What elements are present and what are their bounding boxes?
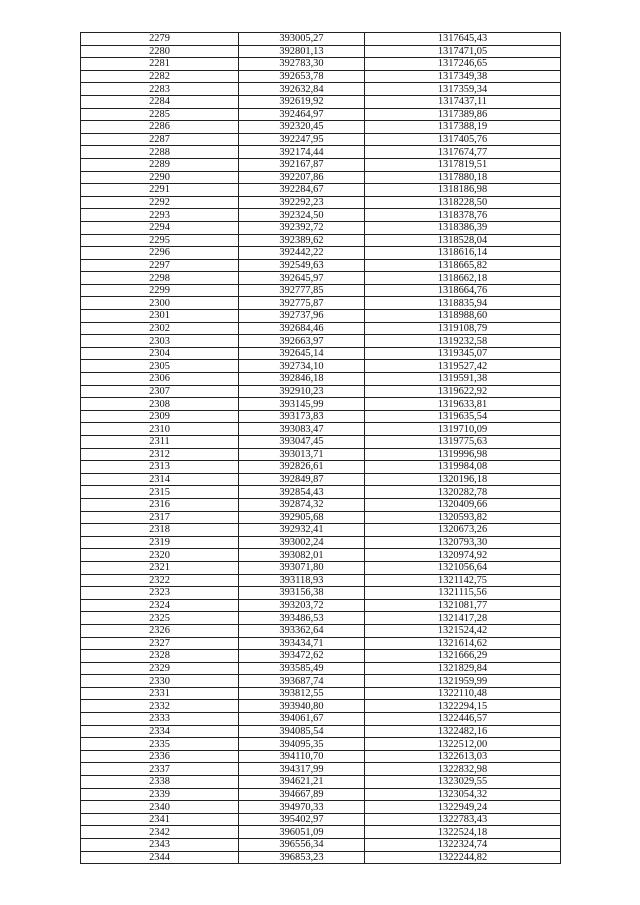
- x-coordinate-cell: 393145,99: [239, 398, 365, 411]
- point-number-cell: 2294: [81, 221, 239, 234]
- table-row: [81, 549, 561, 562]
- point-number-cell: 2292: [81, 196, 239, 209]
- x-coordinate-cell: 392320,45: [239, 121, 365, 134]
- point-number-cell: 2299: [81, 284, 239, 297]
- y-coordinate-cell: 1322244,82: [365, 851, 561, 864]
- x-coordinate-cell: 393082,01: [239, 549, 365, 562]
- table-row: [81, 310, 561, 323]
- table-row: [81, 398, 561, 411]
- table-row: [81, 158, 561, 171]
- table-row: [81, 713, 561, 726]
- table-row: [81, 184, 561, 197]
- y-coordinate-cell: 1320793,30: [365, 536, 561, 549]
- point-number-cell: 2281: [81, 58, 239, 71]
- x-coordinate-cell: 394970,33: [239, 801, 365, 814]
- coordinate-table: [80, 32, 561, 864]
- point-number-cell: 2284: [81, 95, 239, 108]
- point-number-cell: 2334: [81, 725, 239, 738]
- point-number-cell: 2338: [81, 776, 239, 789]
- table-row: [81, 70, 561, 83]
- y-coordinate-cell: 1319108,79: [365, 322, 561, 335]
- point-number-cell: 2296: [81, 247, 239, 260]
- table-row: [81, 587, 561, 600]
- table-row: [81, 259, 561, 272]
- y-coordinate-cell: 1317437,11: [365, 95, 561, 108]
- x-coordinate-cell: 393013,71: [239, 448, 365, 461]
- x-coordinate-cell: 392801,13: [239, 45, 365, 58]
- table-row: [81, 247, 561, 260]
- x-coordinate-cell: 395402,97: [239, 813, 365, 826]
- x-coordinate-cell: 392645,14: [239, 347, 365, 360]
- point-number-cell: 2307: [81, 385, 239, 398]
- y-coordinate-cell: 1318665,82: [365, 259, 561, 272]
- table-row: [81, 839, 561, 852]
- table-row: [81, 322, 561, 335]
- point-number-cell: 2329: [81, 662, 239, 675]
- table-row: [81, 750, 561, 763]
- y-coordinate-cell: 1322110,48: [365, 687, 561, 700]
- point-number-cell: 2283: [81, 83, 239, 96]
- table-row: [81, 373, 561, 386]
- table-row: [81, 171, 561, 184]
- y-coordinate-cell: 1319710,09: [365, 423, 561, 436]
- y-coordinate-cell: 1318664,76: [365, 284, 561, 297]
- table-row: [81, 498, 561, 511]
- y-coordinate-cell: 1318186,98: [365, 184, 561, 197]
- y-coordinate-cell: 1321829,84: [365, 662, 561, 675]
- x-coordinate-cell: 396556,34: [239, 839, 365, 852]
- y-coordinate-cell: 1320196,18: [365, 473, 561, 486]
- table-row: [81, 801, 561, 814]
- y-coordinate-cell: 1318378,76: [365, 209, 561, 222]
- x-coordinate-cell: 392324,50: [239, 209, 365, 222]
- y-coordinate-cell: 1322524,18: [365, 826, 561, 839]
- point-number-cell: 2328: [81, 650, 239, 663]
- y-coordinate-cell: 1317388,19: [365, 121, 561, 134]
- point-number-cell: 2342: [81, 826, 239, 839]
- table-row: [81, 662, 561, 675]
- x-coordinate-cell: 392777,85: [239, 284, 365, 297]
- y-coordinate-cell: 1322294,15: [365, 700, 561, 713]
- point-number-cell: 2319: [81, 536, 239, 549]
- y-coordinate-cell: 1317349,38: [365, 70, 561, 83]
- y-coordinate-cell: 1317246,65: [365, 58, 561, 71]
- x-coordinate-cell: 392854,43: [239, 486, 365, 499]
- point-number-cell: 2312: [81, 448, 239, 461]
- x-coordinate-cell: 392389,62: [239, 234, 365, 247]
- x-coordinate-cell: 394667,89: [239, 788, 365, 801]
- table-row: [81, 599, 561, 612]
- y-coordinate-cell: 1321081,77: [365, 599, 561, 612]
- point-number-cell: 2295: [81, 234, 239, 247]
- table-row: [81, 637, 561, 650]
- x-coordinate-cell: 392174,44: [239, 146, 365, 159]
- point-number-cell: 2300: [81, 297, 239, 310]
- point-number-cell: 2344: [81, 851, 239, 864]
- point-number-cell: 2306: [81, 373, 239, 386]
- point-number-cell: 2330: [81, 675, 239, 688]
- x-coordinate-cell: 392645,97: [239, 272, 365, 285]
- y-coordinate-cell: 1319984,08: [365, 461, 561, 474]
- x-coordinate-cell: 393486,53: [239, 612, 365, 625]
- y-coordinate-cell: 1317819,51: [365, 158, 561, 171]
- x-coordinate-cell: 392874,32: [239, 498, 365, 511]
- y-coordinate-cell: 1319633,81: [365, 398, 561, 411]
- x-coordinate-cell: 394061,67: [239, 713, 365, 726]
- table-row: [81, 473, 561, 486]
- x-coordinate-cell: 393940,80: [239, 700, 365, 713]
- table-row: [81, 851, 561, 864]
- table-row: [81, 826, 561, 839]
- table-row: [81, 234, 561, 247]
- point-number-cell: 2318: [81, 524, 239, 537]
- point-number-cell: 2335: [81, 738, 239, 751]
- y-coordinate-cell: 1322324,74: [365, 839, 561, 852]
- point-number-cell: 2289: [81, 158, 239, 171]
- table-row: [81, 209, 561, 222]
- point-number-cell: 2298: [81, 272, 239, 285]
- table-row: [81, 561, 561, 574]
- table-row: [81, 788, 561, 801]
- x-coordinate-cell: 396853,23: [239, 851, 365, 864]
- point-number-cell: 2331: [81, 687, 239, 700]
- y-coordinate-cell: 1322446,57: [365, 713, 561, 726]
- x-coordinate-cell: 393472,62: [239, 650, 365, 663]
- x-coordinate-cell: 392653,78: [239, 70, 365, 83]
- y-coordinate-cell: 1318835,94: [365, 297, 561, 310]
- table-row: [81, 763, 561, 776]
- y-coordinate-cell: 1318528,04: [365, 234, 561, 247]
- y-coordinate-cell: 1320974,92: [365, 549, 561, 562]
- x-coordinate-cell: 393173,83: [239, 410, 365, 423]
- y-coordinate-cell: 1317359,34: [365, 83, 561, 96]
- y-coordinate-cell: 1322832,98: [365, 763, 561, 776]
- point-number-cell: 2291: [81, 184, 239, 197]
- point-number-cell: 2282: [81, 70, 239, 83]
- y-coordinate-cell: 1317880,18: [365, 171, 561, 184]
- x-coordinate-cell: 392663,97: [239, 335, 365, 348]
- point-number-cell: 2324: [81, 599, 239, 612]
- y-coordinate-cell: 1321142,75: [365, 574, 561, 587]
- point-number-cell: 2321: [81, 561, 239, 574]
- table-row: [81, 813, 561, 826]
- table-row: [81, 196, 561, 209]
- y-coordinate-cell: 1322482,16: [365, 725, 561, 738]
- point-number-cell: 2317: [81, 511, 239, 524]
- point-number-cell: 2333: [81, 713, 239, 726]
- table-row: [81, 511, 561, 524]
- point-number-cell: 2304: [81, 347, 239, 360]
- table-row: [81, 221, 561, 234]
- point-number-cell: 2313: [81, 461, 239, 474]
- point-number-cell: 2325: [81, 612, 239, 625]
- table-row: [81, 624, 561, 637]
- y-coordinate-cell: 1318228,50: [365, 196, 561, 209]
- x-coordinate-cell: 393083,47: [239, 423, 365, 436]
- x-coordinate-cell: 392392,72: [239, 221, 365, 234]
- x-coordinate-cell: 392207,86: [239, 171, 365, 184]
- y-coordinate-cell: 1318988,60: [365, 310, 561, 323]
- y-coordinate-cell: 1318616,14: [365, 247, 561, 260]
- y-coordinate-cell: 1317471,05: [365, 45, 561, 58]
- table-row: [81, 95, 561, 108]
- x-coordinate-cell: 394621,21: [239, 776, 365, 789]
- x-coordinate-cell: 392734,10: [239, 360, 365, 373]
- table-row: [81, 436, 561, 449]
- table-row: [81, 612, 561, 625]
- y-coordinate-cell: 1319996,98: [365, 448, 561, 461]
- x-coordinate-cell: 392684,46: [239, 322, 365, 335]
- y-coordinate-cell: 1321959,99: [365, 675, 561, 688]
- table-row: [81, 675, 561, 688]
- x-coordinate-cell: 393812,55: [239, 687, 365, 700]
- point-number-cell: 2305: [81, 360, 239, 373]
- point-number-cell: 2314: [81, 473, 239, 486]
- point-number-cell: 2286: [81, 121, 239, 134]
- x-coordinate-cell: 394095,35: [239, 738, 365, 751]
- point-number-cell: 2339: [81, 788, 239, 801]
- y-coordinate-cell: 1322949,24: [365, 801, 561, 814]
- point-number-cell: 2297: [81, 259, 239, 272]
- y-coordinate-cell: 1319527,42: [365, 360, 561, 373]
- point-number-cell: 2340: [81, 801, 239, 814]
- x-coordinate-cell: 394317,99: [239, 763, 365, 776]
- x-coordinate-cell: 392910,23: [239, 385, 365, 398]
- point-number-cell: 2336: [81, 750, 239, 763]
- x-coordinate-cell: 393047,45: [239, 436, 365, 449]
- y-coordinate-cell: 1322512,00: [365, 738, 561, 751]
- x-coordinate-cell: 392632,84: [239, 83, 365, 96]
- table-row: [81, 574, 561, 587]
- table-row: [81, 687, 561, 700]
- x-coordinate-cell: 393203,72: [239, 599, 365, 612]
- table-row: [81, 335, 561, 348]
- coordinate-table-body: [81, 33, 561, 864]
- point-number-cell: 2310: [81, 423, 239, 436]
- table-row: [81, 45, 561, 58]
- y-coordinate-cell: 1321056,64: [365, 561, 561, 574]
- point-number-cell: 2309: [81, 410, 239, 423]
- x-coordinate-cell: 392247,95: [239, 133, 365, 146]
- point-number-cell: 2322: [81, 574, 239, 587]
- y-coordinate-cell: 1323029,55: [365, 776, 561, 789]
- y-coordinate-cell: 1320593,82: [365, 511, 561, 524]
- table-row: [81, 650, 561, 663]
- point-number-cell: 2327: [81, 637, 239, 650]
- table-row: [81, 776, 561, 789]
- x-coordinate-cell: 394110,70: [239, 750, 365, 763]
- table-row: [81, 410, 561, 423]
- table-row: [81, 58, 561, 71]
- point-number-cell: 2301: [81, 310, 239, 323]
- table-row: [81, 536, 561, 549]
- table-row: [81, 347, 561, 360]
- table-row: [81, 146, 561, 159]
- x-coordinate-cell: 393002,24: [239, 536, 365, 549]
- x-coordinate-cell: 392905,68: [239, 511, 365, 524]
- point-number-cell: 2285: [81, 108, 239, 121]
- y-coordinate-cell: 1321614,62: [365, 637, 561, 650]
- point-number-cell: 2288: [81, 146, 239, 159]
- y-coordinate-cell: 1319232,58: [365, 335, 561, 348]
- point-number-cell: 2311: [81, 436, 239, 449]
- y-coordinate-cell: 1321666,29: [365, 650, 561, 663]
- table-row: [81, 108, 561, 121]
- y-coordinate-cell: 1320282,78: [365, 486, 561, 499]
- x-coordinate-cell: 392737,96: [239, 310, 365, 323]
- y-coordinate-cell: 1319591,38: [365, 373, 561, 386]
- point-number-cell: 2315: [81, 486, 239, 499]
- point-number-cell: 2326: [81, 624, 239, 637]
- table-row: [81, 524, 561, 537]
- y-coordinate-cell: 1321524,42: [365, 624, 561, 637]
- y-coordinate-cell: 1317674,77: [365, 146, 561, 159]
- y-coordinate-cell: 1322613,03: [365, 750, 561, 763]
- x-coordinate-cell: 392775,87: [239, 297, 365, 310]
- y-coordinate-cell: 1319635,54: [365, 410, 561, 423]
- point-number-cell: 2343: [81, 839, 239, 852]
- point-number-cell: 2316: [81, 498, 239, 511]
- x-coordinate-cell: 392783,30: [239, 58, 365, 71]
- x-coordinate-cell: 393156,38: [239, 587, 365, 600]
- table-row: [81, 700, 561, 713]
- x-coordinate-cell: 392442,22: [239, 247, 365, 260]
- y-coordinate-cell: 1321417,28: [365, 612, 561, 625]
- table-row: [81, 284, 561, 297]
- y-coordinate-cell: 1323054,32: [365, 788, 561, 801]
- point-number-cell: 2308: [81, 398, 239, 411]
- table-row: [81, 738, 561, 751]
- y-coordinate-cell: 1317405,76: [365, 133, 561, 146]
- y-coordinate-cell: 1322783,43: [365, 813, 561, 826]
- x-coordinate-cell: 393362,64: [239, 624, 365, 637]
- table-row: [81, 121, 561, 134]
- y-coordinate-cell: 1319775,63: [365, 436, 561, 449]
- x-coordinate-cell: 393585,49: [239, 662, 365, 675]
- y-coordinate-cell: 1320673,26: [365, 524, 561, 537]
- y-coordinate-cell: 1317645,43: [365, 33, 561, 46]
- table-row: [81, 297, 561, 310]
- table-row: [81, 360, 561, 373]
- y-coordinate-cell: 1321115,56: [365, 587, 561, 600]
- y-coordinate-cell: 1319622,92: [365, 385, 561, 398]
- x-coordinate-cell: 394085,54: [239, 725, 365, 738]
- y-coordinate-cell: 1320409,66: [365, 498, 561, 511]
- point-number-cell: 2323: [81, 587, 239, 600]
- x-coordinate-cell: 393071,80: [239, 561, 365, 574]
- x-coordinate-cell: 392826,61: [239, 461, 365, 474]
- table-row: [81, 448, 561, 461]
- x-coordinate-cell: 392619,92: [239, 95, 365, 108]
- x-coordinate-cell: 393118,93: [239, 574, 365, 587]
- x-coordinate-cell: 392846,18: [239, 373, 365, 386]
- point-number-cell: 2279: [81, 33, 239, 46]
- point-number-cell: 2280: [81, 45, 239, 58]
- y-coordinate-cell: 1318662,18: [365, 272, 561, 285]
- x-coordinate-cell: 396051,09: [239, 826, 365, 839]
- table-row: [81, 83, 561, 96]
- table-row: [81, 486, 561, 499]
- y-coordinate-cell: 1318386,39: [365, 221, 561, 234]
- point-number-cell: 2287: [81, 133, 239, 146]
- table-row: [81, 33, 561, 46]
- point-number-cell: 2290: [81, 171, 239, 184]
- x-coordinate-cell: 392932,41: [239, 524, 365, 537]
- point-number-cell: 2303: [81, 335, 239, 348]
- point-number-cell: 2341: [81, 813, 239, 826]
- point-number-cell: 2332: [81, 700, 239, 713]
- point-number-cell: 2302: [81, 322, 239, 335]
- table-row: [81, 423, 561, 436]
- y-coordinate-cell: 1319345,07: [365, 347, 561, 360]
- x-coordinate-cell: 392167,87: [239, 158, 365, 171]
- y-coordinate-cell: 1317389,86: [365, 108, 561, 121]
- x-coordinate-cell: 393687,74: [239, 675, 365, 688]
- x-coordinate-cell: 392549,63: [239, 259, 365, 272]
- point-number-cell: 2293: [81, 209, 239, 222]
- table-row: [81, 461, 561, 474]
- x-coordinate-cell: 393434,71: [239, 637, 365, 650]
- table-row: [81, 272, 561, 285]
- x-coordinate-cell: 393005,27: [239, 33, 365, 46]
- x-coordinate-cell: 392849,87: [239, 473, 365, 486]
- point-number-cell: 2337: [81, 763, 239, 776]
- x-coordinate-cell: 392284,67: [239, 184, 365, 197]
- table-row: [81, 725, 561, 738]
- table-row: [81, 133, 561, 146]
- table-row: [81, 385, 561, 398]
- point-number-cell: 2320: [81, 549, 239, 562]
- x-coordinate-cell: 392292,23: [239, 196, 365, 209]
- x-coordinate-cell: 392464,97: [239, 108, 365, 121]
